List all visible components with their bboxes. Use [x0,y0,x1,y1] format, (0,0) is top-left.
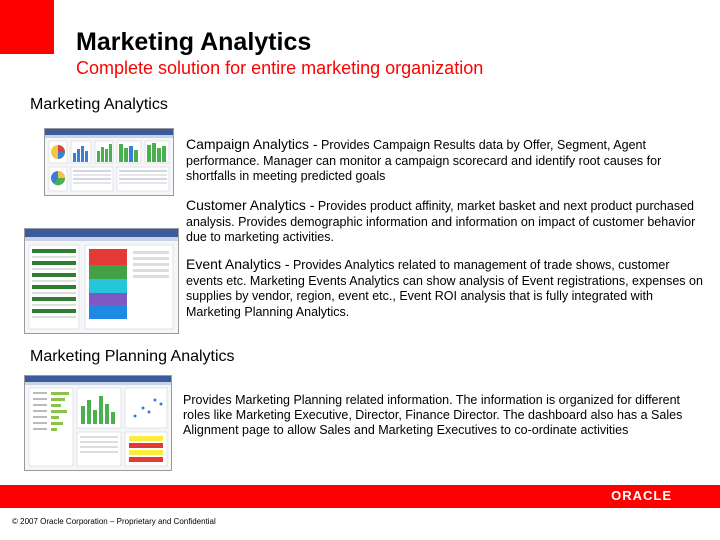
event-analytics-text: Provides Analytics related to management of trade shows, customer events etc. Marketing Events Analytics can show analysis of Event registrations, expenses on supplies by vendor, region, event etc., Event ROI analysis that is fully integrated with Marketing Planning Analytics. [186,258,703,319]
page-subtitle: Complete solution for entire marketing organization [76,58,484,78]
footer-bar [0,485,720,508]
brand-red-square [0,0,54,54]
planning-dashboard-thumbnail [24,375,172,471]
marketing-planning-text: Provides Marketing Planning related information. The information is organized for different roles like Marketing Executive, Director, Finance Director. The dashboard also has a Sales Alignment page to allow Sales and Marketing Executives to co-ordinate activities [183,393,683,437]
customer-dashboard-thumbnail [24,228,179,334]
customer-analytics-text: Provides product affinity, market basket and next product purchased analysis. Provides demographic information and information on impact of customer behavior due to marketing activities. [186,199,696,244]
event-analytics-lead: Event Analytics - [186,256,290,272]
campaign-analytics-text: Provides Campaign Results data by Offer, Segment, Agent performance. Manager can monitor a campaign scorecard and identify root causes for shortfalls in meeting predicted goals [186,138,662,183]
section-heading-marketing-planning: Marketing Planning Analytics [30,348,235,365]
event-analytics-block [186,257,706,320]
campaign-analytics-lead: Campaign Analytics - [186,136,318,152]
customer-analytics-block [186,198,706,246]
section-heading-marketing-analytics: Marketing Analytics [30,96,168,113]
campaign-dashboard-thumbnail [44,128,174,196]
copyright-notice: © 2007 Oracle Corporation – Proprietary and Confidential [12,517,216,526]
customer-analytics-lead: Customer Analytics - [186,197,315,213]
page-title: Marketing Analytics [76,28,312,56]
campaign-analytics-block [186,137,706,185]
oracle-logo: ORACLE [611,488,672,503]
